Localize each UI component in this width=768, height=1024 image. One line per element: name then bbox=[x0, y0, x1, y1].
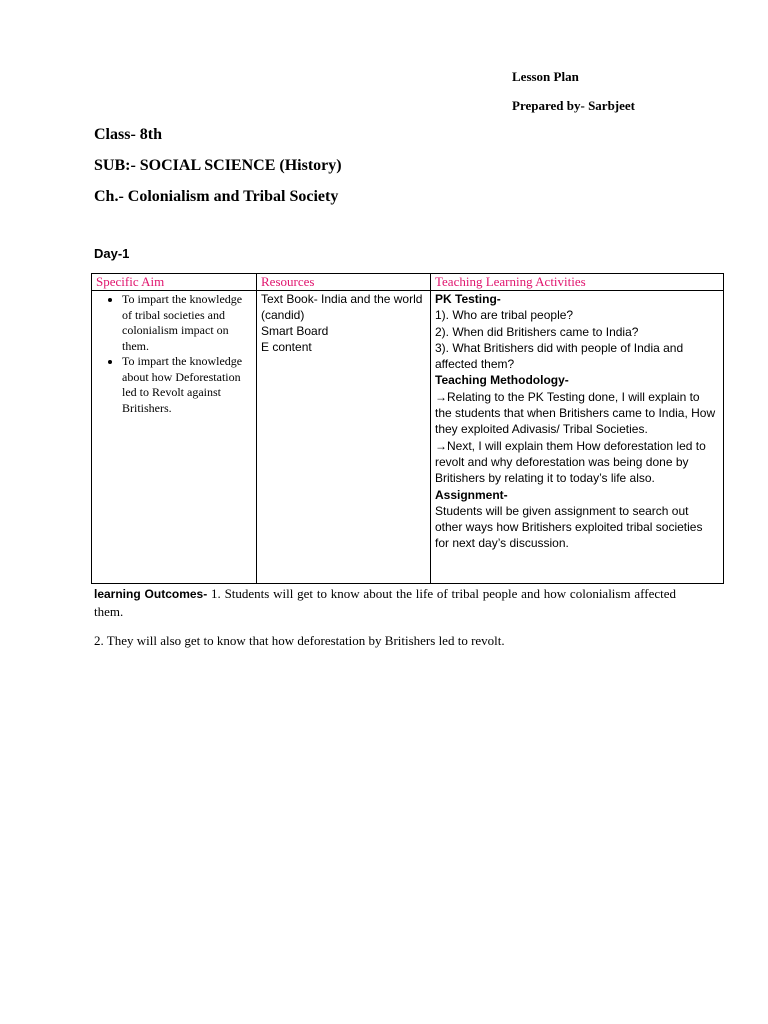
pk-question: 3). What Britishers did with people of India and affected them? bbox=[435, 340, 684, 372]
table-header-row bbox=[92, 274, 724, 291]
resource-item: Text Book- India and the world (candid) bbox=[261, 292, 423, 322]
class-label: Class- 8th bbox=[94, 126, 163, 143]
resource-item: E content bbox=[261, 340, 312, 354]
learning-outcomes bbox=[94, 585, 676, 621]
aims-list bbox=[96, 292, 252, 416]
outcome-point-2: 2. They will also get to know that how deforestation by Britishers led to revolt. bbox=[94, 633, 505, 648]
methodology-heading: Teaching Methodology- bbox=[435, 373, 569, 388]
subject-label: SUB:- SOCIAL SCIENCE (History) bbox=[94, 157, 342, 174]
aim-item: • To impart the knowledge of tribal societies and colonialism impact on them. bbox=[122, 292, 252, 354]
aim-item: • To impart the knowledge about how Deforestation led to Revolt against Britishers. bbox=[122, 354, 252, 416]
assignment-text: Students will be given assignment to search out other ways how Britishers exploited tribal societies for next day’s discussion. bbox=[435, 503, 703, 551]
methodology-paragraph: →Next, I will explain them How deforestation led to revolt and why deforestation was being done by Britishers by relating it to today’s life also. bbox=[435, 438, 706, 486]
pk-question: 1). Who are tribal people? bbox=[435, 308, 574, 323]
outcomes-label: learning Outcomes- bbox=[94, 587, 208, 601]
pk-question: 2). When did Britishers came to India? bbox=[435, 324, 639, 339]
prepared-by-label: Prepared by- Sarbjeet bbox=[512, 98, 635, 113]
assignment-heading: Assignment- bbox=[435, 487, 508, 502]
header-teaching-activities: Teaching Learning Activities bbox=[431, 274, 724, 291]
doc-type-label: Lesson Plan bbox=[512, 69, 579, 84]
pk-testing-heading: PK Testing- bbox=[435, 292, 501, 306]
lesson-plan-table bbox=[91, 273, 724, 584]
day-label: Day-1 bbox=[94, 246, 130, 261]
chapter-label: Ch.- Colonialism and Tribal Society bbox=[94, 188, 339, 205]
resource-item: Smart Board bbox=[261, 324, 329, 338]
methodology-paragraph: →Relating to the PK Testing done, I will explain to the students that when Britishers came to India, How they exploited Adivasis/ Tribal Societies. bbox=[435, 389, 716, 437]
resources-cell bbox=[257, 291, 431, 584]
activities-cell bbox=[431, 291, 724, 584]
outcome-point: 1. Students will get to know about the life of tribal people and how colonialism affected them. bbox=[94, 586, 676, 619]
header-resources: Resources bbox=[257, 274, 431, 291]
header-specific-aim: Specific Aim bbox=[92, 274, 257, 291]
table-row bbox=[92, 291, 724, 584]
aims-cell bbox=[92, 291, 257, 584]
